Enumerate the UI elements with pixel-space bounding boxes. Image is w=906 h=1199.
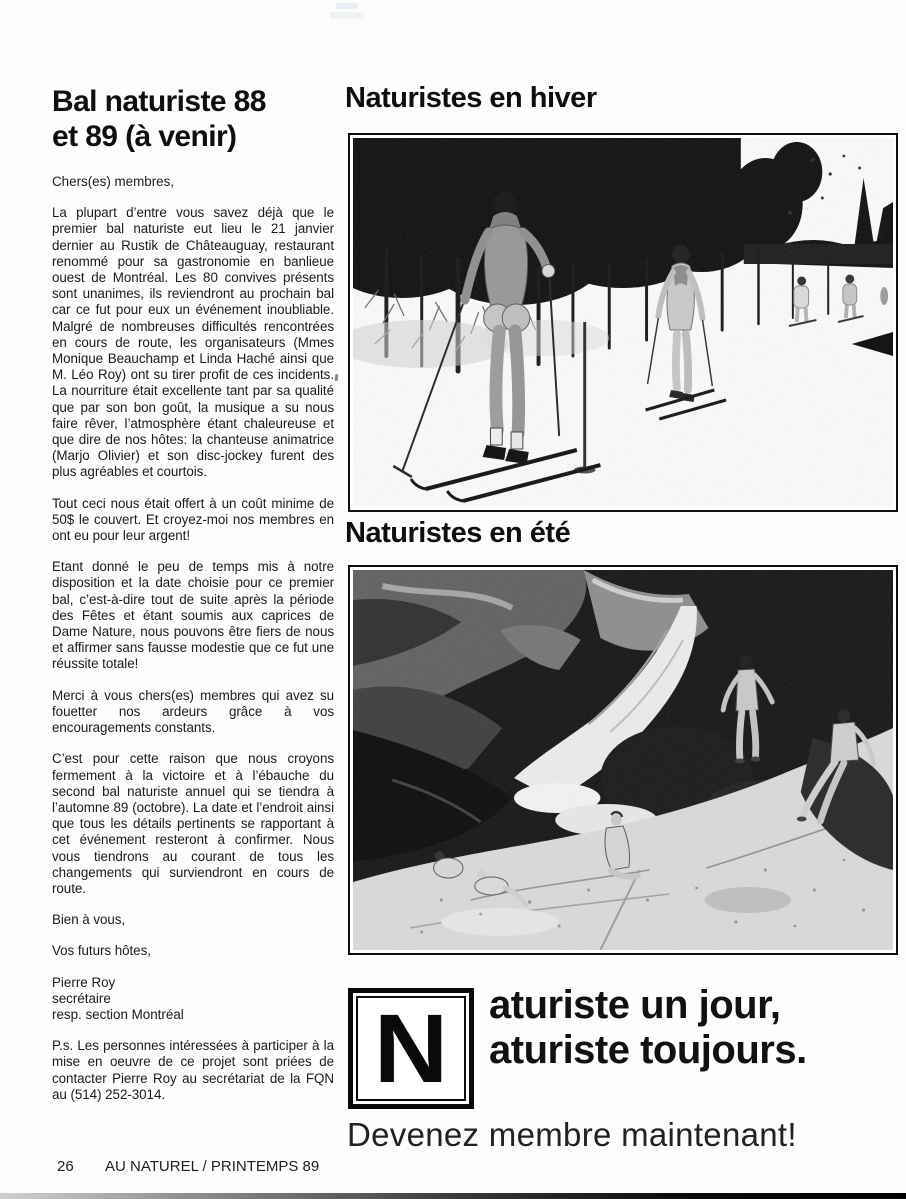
closing-line: Vos futurs hôtes, [52,943,151,959]
article-paragraph: La plupart d’entre vous savez déjà que le premier bal naturiste eut lieu le 21 janvier dernier au Rustik de Châteauguay, restaurant renommé pour sa gastronomie en banlieue ouest de Montréal. Les 80 convives présents sont unanimes, ils reviendront au prochain bal car ce fut pour eux un événement inoubliable. Malgré de nombreuses difficultés rencontrées en cours de route, les organisateurs (Mmes Monique Beauchamp et Linda Haché ainsi que M. Léo Roy) ont su tirer profit de ces incidents. La nourriture était excellente tant par sa qualité que par son bon goût, la musique a su nous faire rêver, l’atmosphère étant chaleureuse et que dire de nos hôtes: la chanteuse animatrice (Marjo Olivier) et son disc-jockey furent des plus agréables et courtois. [52,205,334,480]
article-paragraph: Merci à vous chers(es) membres qui avez su fouetter nos ardeurs grâce à vos encouragements constants. [52,687,334,736]
n-logo-letter: N [373,994,449,1103]
winter-photo-illustration [353,138,893,507]
page-number: 26 [57,1158,74,1175]
signature-block: Pierre Roy secrétaire resp. section Montréal [52,974,184,1022]
article-title: Bal naturiste 88 et 89 (à venir) [52,85,266,153]
call-to-action: Devenez membre maintenant! [347,1116,797,1153]
article-paragraph: Etant donné le peu de temps mis à notre disposition et la date choisie pour ce premier bal, c’est-à-dire tout de suite après la période des Fêtes et étant soumis aux caprices de Dame Nature, nous pouvons être fiers de nous et affirmer sans fausse modestie que ce fut une réussite totale! [52,559,334,672]
summer-photo-illustration [353,570,893,950]
summer-photo [348,565,898,955]
winter-heading: Naturistes en hiver [345,82,597,114]
article-column [52,84,334,1118]
summer-heading: Naturistes en été [345,517,571,549]
page-edge-shadow [0,1193,906,1199]
scan-smudge [336,3,358,9]
salutation: Chers(es) membres, [52,174,175,189]
article-paragraph: Tout ceci nous était offert à un coût minime de 50$ le couvert. Et croyez-moi nos membres en ont eu pour leur argent! [52,495,334,544]
article-paragraph: C’est pour cette raison que nous croyons fermement à la victoire et à l’ébauche du second bal naturiste annuel qui se tiendra à l’automne 89 (octobre). La date et l’endroit ainsi que tous les détails pertinents se rapportant à cet événement resteront à confirmer. Nous vous tiendrons au courant de tous les changements qui surviendront en cours de route. [52,751,334,896]
ink-speck [335,374,339,381]
n-logo [348,988,474,1109]
scan-smudge [330,12,364,19]
slogan-line-1: aturiste un jour, [489,983,781,1027]
winter-photo [348,133,898,512]
postscript-paragraph: P.s. Les personnes intéressées à participer à la mise en oeuvre de ce projet sont priées de contacter Pierre Roy au secrétariat de la FQN au (514) 252-3014. [52,1038,334,1102]
magazine-title: AU NATUREL / PRINTEMPS 89 [105,1158,320,1175]
closing-line: Bien à vous, [52,912,126,928]
membership-slogan [489,983,807,1073]
n-logo-inner-frame [356,996,466,1101]
slogan-line-2: aturiste toujours. [489,1028,807,1072]
page-footer [57,1158,319,1175]
